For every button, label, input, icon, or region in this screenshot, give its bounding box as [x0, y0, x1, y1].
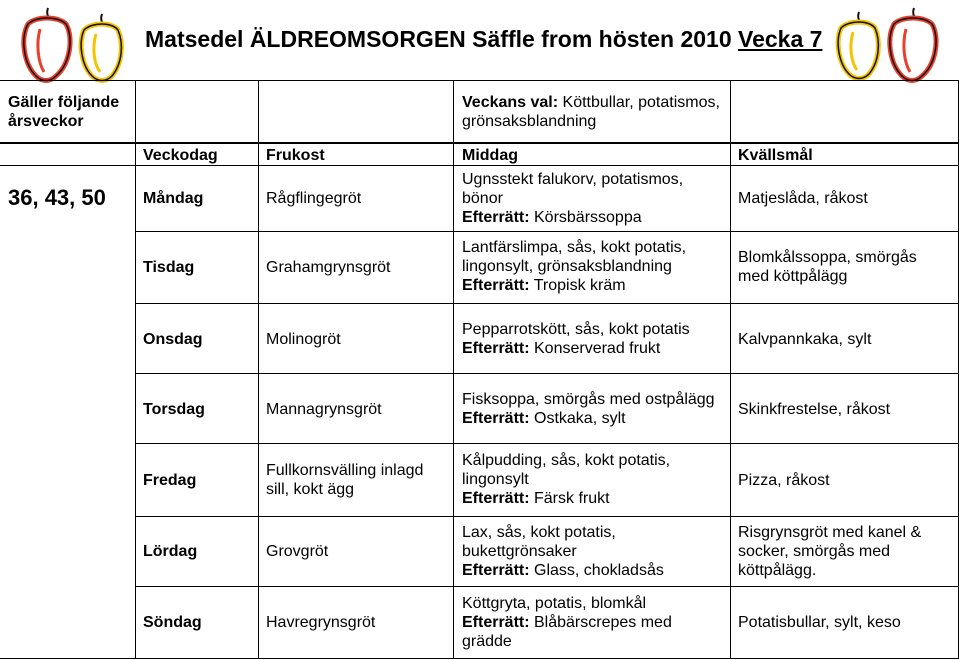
- supper-cell: Kalvpannkaka, sylt: [738, 331, 872, 348]
- breakfast-cell: Molinogröt: [266, 331, 341, 348]
- supper-cell: Potatisbullar, sylt, keso: [738, 614, 901, 631]
- supper-cell: Risgrynsgröt med kanel & socker, smörgås med köttpålägg.: [738, 524, 922, 579]
- supper-cell: Blomkålssoppa, smörgås med köttpålägg: [738, 249, 917, 285]
- col-header-day: Veckodag: [143, 147, 218, 164]
- supper-cell: Pizza, råkost: [738, 472, 830, 489]
- yellow-pepper-icon: [833, 10, 885, 82]
- day-label: Lördag: [143, 543, 198, 560]
- day-label: Måndag: [143, 190, 204, 207]
- grid-bottom: [0, 658, 959, 659]
- day-label: Tisdag: [143, 259, 195, 276]
- grid-col-1: [135, 80, 136, 659]
- col-header-lunch: Middag: [462, 147, 518, 164]
- weeks-list: 36, 43, 50: [8, 185, 106, 210]
- breakfast-cell: Grovgröt: [266, 543, 329, 560]
- col-header-breakfast: Frukost: [266, 147, 325, 164]
- day-label: Onsdag: [143, 331, 203, 348]
- page-title: Matsedel ÄLDREOMSORGEN Säffle from hösten 2010 Vecka 7: [145, 26, 823, 52]
- grid-col-4: [730, 80, 731, 659]
- grid-col-2: [258, 80, 259, 659]
- day-label: Torsdag: [143, 401, 205, 418]
- grid-top: [0, 80, 959, 81]
- red-pepper-icon: [18, 4, 78, 84]
- lunch-cell: Pepparrotskött, sås, kokt potatis Efterrätt: Konserverad frukt: [462, 321, 690, 357]
- supper-cell: Skinkfrestelse, råkost: [738, 401, 891, 418]
- red-pepper-icon: [884, 4, 944, 84]
- breakfast-cell: Mannagrynsgröt: [266, 401, 382, 418]
- breakfast-cell: Havregrynsgröt: [266, 614, 376, 631]
- grid-col-3: [453, 80, 454, 659]
- day-label: Fredag: [143, 472, 197, 489]
- day-label: Söndag: [143, 614, 202, 631]
- grid-header-bottom: [0, 142, 959, 144]
- lunch-cell: Ugnsstekt falukorv, potatismos, bönor Efterrätt: Körsbärssoppa: [462, 171, 684, 226]
- col-header-supper: Kvällsmål: [738, 147, 813, 164]
- lunch-cell: Köttgryta, potatis, blomkål Efterrätt: Blåbärscrepes med grädde: [462, 595, 672, 650]
- breakfast-cell: Fullkornsvälling inlagd sill, kokt ägg: [266, 462, 424, 498]
- lunch-cell: Lax, sås, kokt potatis, bukettgrönsaker Efterrätt: Glass, chokladsås: [462, 524, 664, 579]
- yellow-pepper-icon: [76, 12, 128, 84]
- applies-label: Gäller följande årsveckor: [8, 94, 120, 130]
- lunch-cell: Lantfärslimpa, sås, kokt potatis, lingonsylt, grönsaksblandning Efterrätt: Tropisk kräm: [462, 239, 687, 294]
- grid-col-header-bottom: [0, 165, 959, 166]
- weekly-choice: Veckans val: Köttbullar, potatismos, grönsaksblandning: [462, 94, 720, 130]
- lunch-cell: Fisksoppa, smörgås med ostpålägg Efterrätt: Ostkaka, sylt: [462, 391, 715, 427]
- supper-cell: Matjeslåda, råkost: [738, 190, 868, 207]
- lunch-cell: Kålpudding, sås, kokt potatis, lingonsylt Efterrätt: Färsk frukt: [462, 452, 671, 507]
- breakfast-cell: Rågflingegröt: [266, 190, 362, 207]
- breakfast-cell: Grahamgrynsgröt: [266, 259, 391, 276]
- week-label: Vecka 7: [738, 26, 823, 52]
